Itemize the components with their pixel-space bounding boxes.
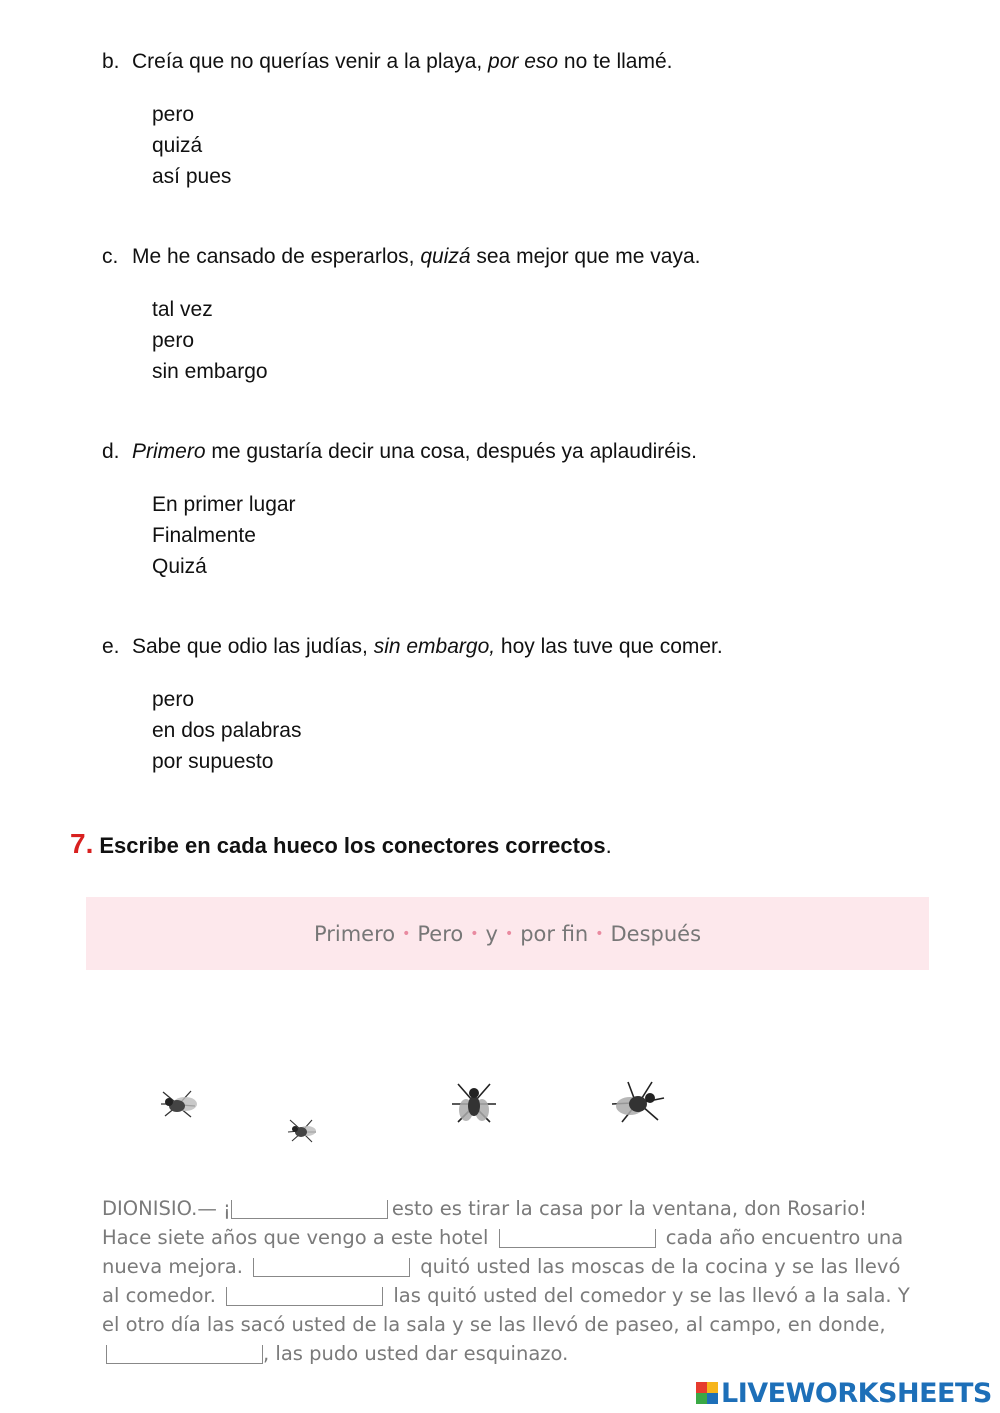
- question-text: Me he cansado de esperarlos,: [132, 245, 421, 268]
- blank-input[interactable]: [231, 1200, 388, 1219]
- passage-segment: cada año encuentro una nueva mejora.: [102, 1226, 904, 1278]
- option[interactable]: quizá: [152, 134, 203, 157]
- question-connector: Primero: [132, 440, 206, 463]
- fly-icon: [155, 1082, 201, 1124]
- option[interactable]: pero: [152, 103, 195, 126]
- blank-input[interactable]: [106, 1345, 263, 1364]
- question-text: Sabe que odio las judías,: [132, 635, 374, 658]
- fly-icon: [448, 1078, 500, 1130]
- options-e: [152, 684, 301, 777]
- passage-segment: quitó usted las moscas de la cocina y se las llevó al comedor.: [102, 1255, 901, 1307]
- word-bank-separator: •: [470, 925, 479, 942]
- logo-mark-icon: [696, 1382, 718, 1404]
- question-connector: por eso: [488, 50, 559, 73]
- question-e: [102, 635, 723, 659]
- word-bank-item: por fin: [520, 921, 589, 946]
- exercise-heading: [70, 828, 612, 860]
- question-d: [102, 440, 697, 464]
- question-letter: b.: [102, 50, 120, 73]
- word-bank-separator: •: [504, 925, 514, 942]
- word-bank: [86, 897, 929, 970]
- word-bank-item: y: [485, 921, 498, 946]
- exercise-period: .: [605, 833, 612, 858]
- options-c: [152, 294, 268, 387]
- question-letter: e.: [102, 635, 120, 658]
- fly-icon: [284, 1114, 320, 1146]
- passage-segment: esto es tirar la casa por la ventana, don Rosario! Hace siete años que vengo a este hotel: [102, 1197, 867, 1249]
- question-text-end: sea mejor que me vaya.: [470, 245, 701, 268]
- blank-input[interactable]: [253, 1258, 410, 1277]
- option[interactable]: sin embargo: [152, 360, 268, 383]
- question-text-end: no te llamé.: [558, 50, 673, 73]
- option[interactable]: pero: [152, 688, 195, 711]
- passage-segment: , las pudo usted dar esquinazo.: [263, 1342, 569, 1365]
- logo-text: LIVEWORKSHEETS: [721, 1377, 992, 1409]
- option[interactable]: Quizá: [152, 555, 207, 578]
- option[interactable]: en dos palabras: [152, 719, 302, 742]
- option[interactable]: por supuesto: [152, 750, 274, 773]
- word-bank-separator: •: [595, 925, 604, 942]
- option[interactable]: En primer lugar: [152, 493, 296, 516]
- question-text-end: hoy las tuve que comer.: [495, 635, 723, 658]
- option[interactable]: Finalmente: [152, 524, 256, 547]
- passage-text: [102, 1194, 922, 1368]
- option[interactable]: tal vez: [152, 298, 213, 321]
- question-text: Creía que no querías venir a la playa,: [132, 50, 489, 73]
- word-bank-item: Pero: [417, 921, 464, 946]
- word-bank-item: Primero: [313, 921, 396, 946]
- options-b: [152, 99, 231, 192]
- word-bank-item: Después: [610, 921, 702, 946]
- blank-input[interactable]: [226, 1287, 383, 1306]
- question-letter: d.: [102, 440, 120, 463]
- option[interactable]: así pues: [152, 165, 232, 188]
- question-connector: sin embargo,: [373, 635, 496, 658]
- exercise-number: 7.: [70, 828, 94, 859]
- option[interactable]: pero: [152, 329, 195, 352]
- passage-segment: DIONISIO.— ¡: [102, 1197, 231, 1220]
- blank-input[interactable]: [499, 1229, 656, 1248]
- exercise-instruction: Escribe en cada hueco los conectores correctos: [99, 833, 606, 858]
- question-letter: c.: [102, 245, 119, 268]
- question-connector: quizá: [420, 245, 471, 268]
- options-d: [152, 489, 296, 582]
- question-b: [102, 50, 673, 74]
- word-bank-separator: •: [402, 925, 411, 942]
- question-text-end: me gustaría decir una cosa, después ya aplaudiréis.: [205, 440, 697, 463]
- liveworksheets-logo: [696, 1377, 992, 1409]
- fly-icon: [608, 1076, 668, 1130]
- question-c: [102, 245, 701, 269]
- passage-segment: las quitó usted del comedor y se las llevó a la sala. Y el otro día las sacó usted de la sala y se las llevó de paseo, al campo, en donde,: [102, 1284, 910, 1336]
